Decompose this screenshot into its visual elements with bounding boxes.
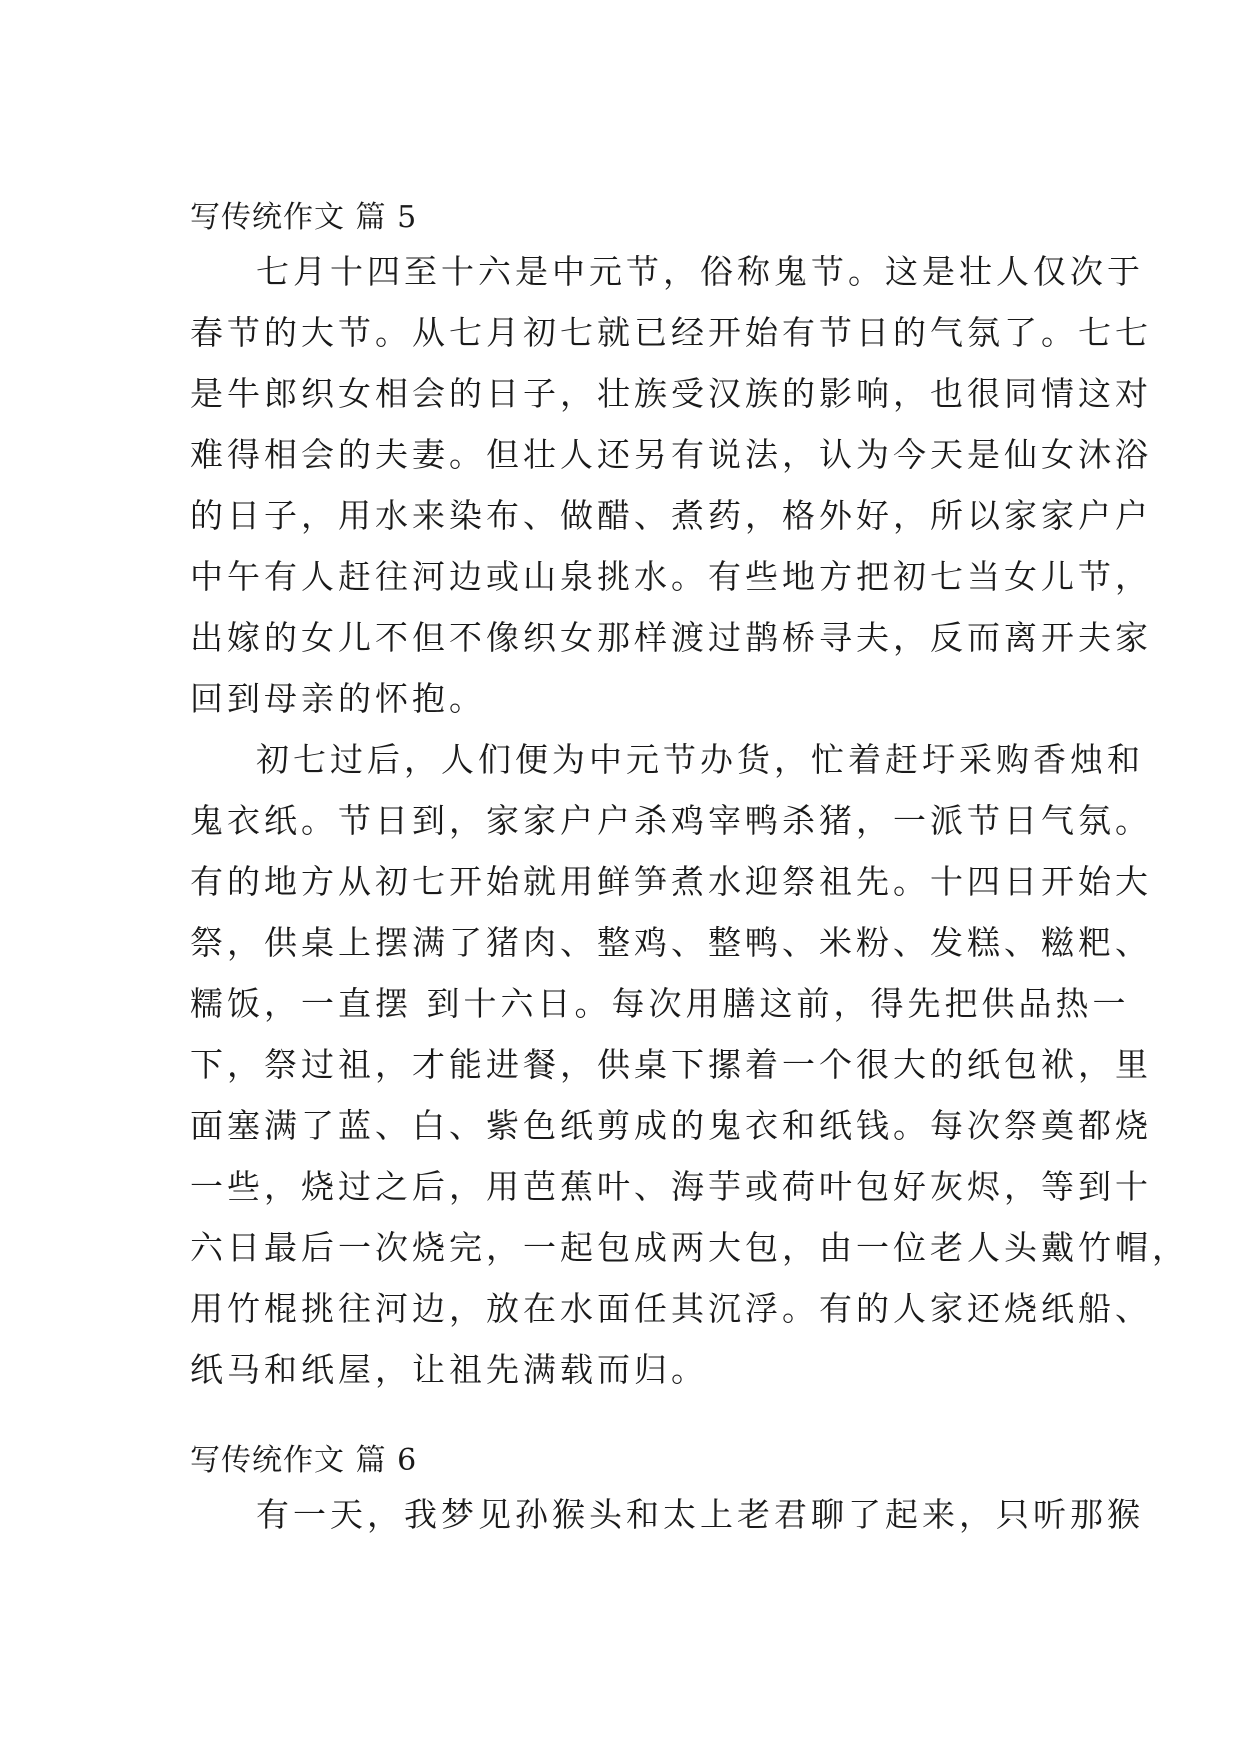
paragraph-line: 祭，供桌上摆满了猪肉、整鸡、整鸭、米粉、发糕、糍粑、 [190, 923, 1152, 962]
paragraph-line: 有一天，我梦见孙猴头和太上老君聊了起来，只听那猴 [256, 1495, 1144, 1534]
paragraph-line: 面塞满了蓝、白、紫色纸剪成的鬼衣和纸钱。每次祭奠都烧 [190, 1106, 1152, 1145]
paragraph-line: 糯饭，一直摆 到十六日。每次用膳这前，得先把供品热一 [190, 984, 1130, 1023]
paragraph-2 [190, 729, 1189, 1400]
paragraph-line: 用竹棍挑往河边，放在水面任其沉浮。有的人家还烧纸船、 [190, 1289, 1152, 1328]
paragraph-line: 有的地方从初七开始就用鲜笋煮水迎祭祖先。十四日开始大 [190, 862, 1152, 901]
paragraph-line: 的日子，用水来染布、做醋、煮药，格外好，所以家家户户 [190, 496, 1152, 535]
paragraph-1 [190, 241, 1152, 729]
paragraph-line: 下，祭过祖，才能进餐，供桌下摞着一个很大的纸包袱，里 [190, 1045, 1152, 1084]
paragraph-line: 出嫁的女儿不但不像织女那样渡过鹊桥寻夫，反而离开夫家 [190, 618, 1152, 657]
paragraph-line: 七月十四至十六是中元节，俗称鬼节。这是壮人仅次于 [256, 252, 1144, 291]
paragraph-line: 鬼衣纸。节日到，家家户户杀鸡宰鸭杀猪，一派节日气氛。 [190, 801, 1152, 840]
section-title-6: 写传统作文 篇 6 [190, 1443, 418, 1478]
section-title-5: 写传统作文 篇 5 [190, 200, 418, 235]
paragraph-line: 难得相会的夫妻。但壮人还另有说法，认为今天是仙女沐浴 [190, 435, 1152, 474]
paragraph-line: 春节的大节。从七月初七就已经开始有节日的气氛了。七七 [190, 313, 1152, 352]
paragraph-line: 是牛郎织女相会的日子，壮族受汉族的影响，也很同情这对 [190, 374, 1152, 413]
paragraph-line: 一些，烧过之后，用芭蕉叶、海芋或荷叶包好灰烬，等到十 [190, 1167, 1152, 1206]
paragraph-line: 初七过后，人们便为中元节办货，忙着赶圩采购香烛和 [256, 740, 1144, 779]
paragraph-line: 六日最后一次烧完，一起包成两大包，由一位老人头戴竹帽， [190, 1228, 1189, 1267]
paragraph-line: 中午有人赶往河边或山泉挑水。有些地方把初七当女儿节， [190, 557, 1152, 596]
paragraph-line: 纸马和纸屋，让祖先满载而归。 [190, 1350, 708, 1389]
paragraph-line: 回到母亲的怀抱。 [190, 679, 486, 718]
paragraph-3 [190, 1484, 1144, 1545]
